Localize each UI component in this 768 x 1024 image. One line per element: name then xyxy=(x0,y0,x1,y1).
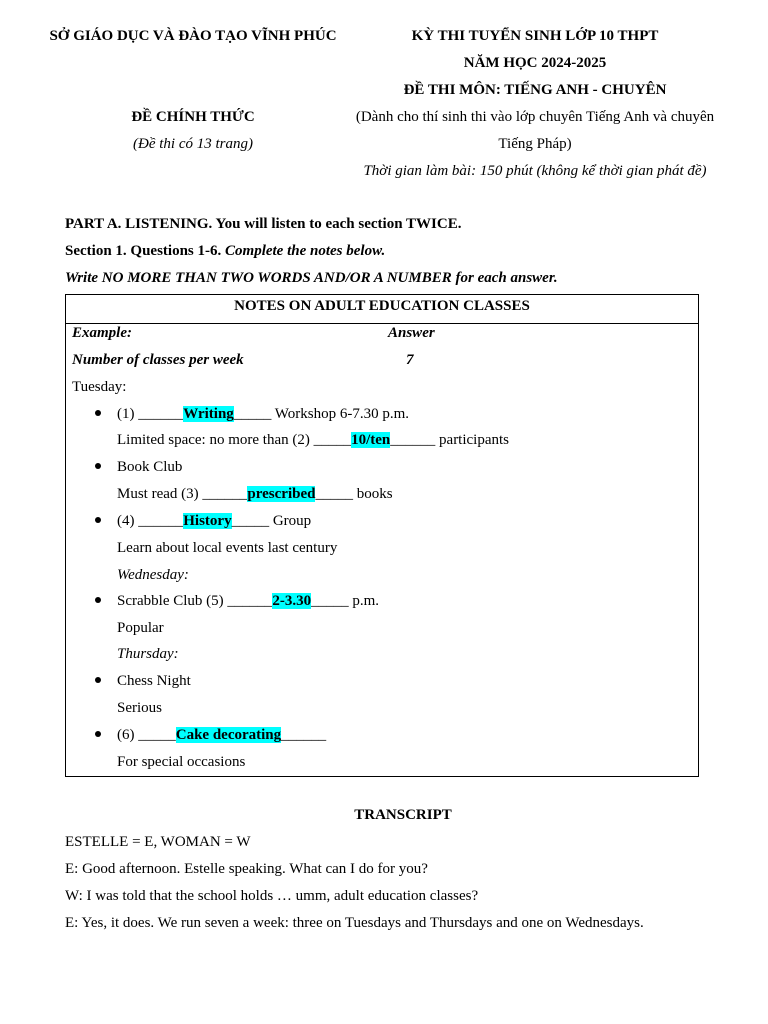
transcript-line: E: Yes, it does. We run seven a week: three on Tuesdays and Thursdays and one on Wednesdays. xyxy=(65,915,644,931)
transcript-line: ESTELLE = E, WOMAN = W xyxy=(65,834,251,850)
question-5 xyxy=(117,592,379,610)
q4-answer: History xyxy=(183,513,232,529)
q1-answer: Writing xyxy=(183,406,234,422)
bullet-q1 xyxy=(95,410,101,416)
scrabble-note: Popular xyxy=(117,620,164,636)
word-limit-instruction: Write NO MORE THAN TWO WORDS AND/OR A NUMBER for each answer. xyxy=(65,270,558,286)
q6-suffix: ______ xyxy=(281,727,327,743)
candidate-note-line1: (Dành cho thí sinh thi vào lớp chuyên Tiếng Anh và chuyên xyxy=(355,109,715,125)
book-club-label: Book Club xyxy=(117,459,183,475)
question-1 xyxy=(117,405,409,423)
bullet-chess xyxy=(95,677,101,683)
bullet-book-club xyxy=(95,463,101,469)
cake-note: For special occasions xyxy=(117,754,246,770)
part-a-title: PART A. LISTENING. You will listen to each section TWICE. xyxy=(65,216,462,232)
exam-title: KỲ THI TUYỂN SINH LỚP 10 THPT xyxy=(411,28,659,44)
official-label: ĐỀ CHÍNH THỨC xyxy=(131,109,255,125)
q2-answer: 10/ten xyxy=(351,432,391,448)
tuesday-label: Tuesday: xyxy=(72,379,127,395)
notes-title: NOTES ON ADULT EDUCATION CLASSES xyxy=(234,298,530,314)
bullet-q6 xyxy=(95,731,101,737)
bullet-q4 xyxy=(95,517,101,523)
transcript-line: E: Good afternoon. Estelle speaking. What can I do for you? xyxy=(65,861,428,877)
transcript-title: TRANSCRIPT xyxy=(354,807,452,823)
department-name: SỞ GIÁO DỤC VÀ ĐÀO TẠO VĨNH PHÚC xyxy=(49,28,337,44)
question-2 xyxy=(117,431,509,449)
q4-prefix: (4) ______ xyxy=(117,513,184,529)
section-1-heading xyxy=(65,242,385,260)
notes-table xyxy=(65,294,699,777)
notes-divider xyxy=(66,323,698,324)
answer-label: Answer xyxy=(388,325,435,341)
section-1-label: Section 1. Questions 1-6. xyxy=(65,243,222,259)
school-year: NĂM HỌC 2024-2025 xyxy=(463,55,607,71)
history-description: Learn about local events last century xyxy=(117,540,338,556)
example-question: Number of classes per week xyxy=(72,352,244,368)
example-label: Example: xyxy=(72,325,132,341)
q4-suffix: _____ Group xyxy=(231,513,312,529)
q6-prefix: (6) _____ xyxy=(117,727,176,743)
candidate-note-line2: Tiếng Pháp) xyxy=(498,136,572,152)
q5-suffix: _____ p.m. xyxy=(311,593,380,609)
example-answer: 7 xyxy=(406,352,414,368)
q2-prefix: Limited space: no more than (2) _____ xyxy=(117,432,352,448)
thursday-label: Thursday: xyxy=(117,646,179,662)
wednesday-label: Wednesday: xyxy=(117,567,189,583)
q1-suffix: _____ Workshop 6-7.30 p.m. xyxy=(233,406,409,422)
q5-prefix: Scrabble Club (5) ______ xyxy=(117,593,273,609)
q1-prefix: (1) ______ xyxy=(117,406,184,422)
q3-prefix: Must read (3) ______ xyxy=(117,486,248,502)
question-6 xyxy=(117,726,326,744)
q3-suffix: _____ books xyxy=(315,486,393,502)
time-limit: Thời gian làm bài: 150 phút (không kể thời gian phát đề) xyxy=(363,163,707,179)
question-4 xyxy=(117,512,311,530)
section-1-task: Complete the notes below. xyxy=(221,243,386,259)
bullet-q5 xyxy=(95,597,101,603)
chess-night-label: Chess Night xyxy=(117,673,191,689)
q3-answer: prescribed xyxy=(247,486,316,502)
question-3 xyxy=(117,485,393,503)
q2-suffix: ______ participants xyxy=(390,432,510,448)
page-count: (Đề thi có 13 trang) xyxy=(133,136,253,152)
transcript-line: W: I was told that the school holds … umm, adult education classes? xyxy=(65,888,479,904)
chess-note: Serious xyxy=(117,700,162,716)
q5-answer: 2-3.30 xyxy=(272,593,312,609)
q6-answer: Cake decorating xyxy=(175,727,282,743)
exam-subject: ĐỀ THI MÔN: TIẾNG ANH - CHUYÊN xyxy=(403,82,667,98)
